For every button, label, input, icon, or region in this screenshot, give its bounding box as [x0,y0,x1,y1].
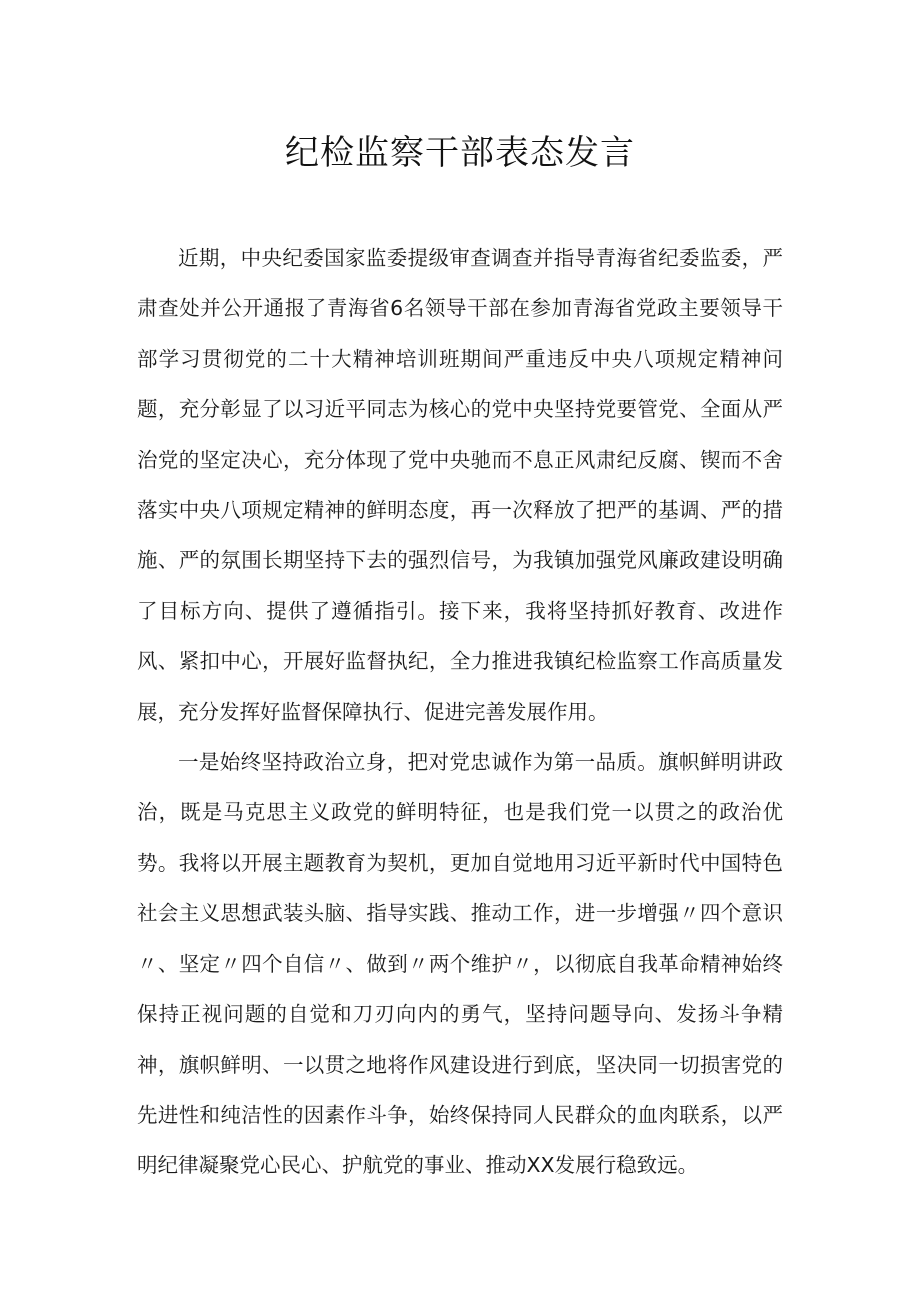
document-title: 纪检监察干部表态发言 [285,133,635,173]
document-body [137,233,783,1191]
paragraph-point-one: 一是始终坚持政治立身，把对党忠诚作为第一品质。旗帜鲜明讲政治，既是马克思主义政党的鲜明特征，也是我们党一以贯之的政治优势。我将以开展主题教育为契机，更加自觉地用习近平新时代中国特色社会主义思想武装头脑、指导实践、推动工作，进一步增强〃四个意识〃、坚定〃四个自信〃、做到〃两个维护〃，以彻底自我革命精神始终保持正视问题的自觉和刀刃向内的勇气，坚持问题导向、发扬斗争精神，旗帜鲜明、一以贯之地将作风建设进行到底，坚决同一切损害党的先进性和纯洁性的因素作斗争，始终保持同人民群众的血肉联系，以严明纪律凝聚党心民心、护航党的事业、推动XX发展行稳致远。 [137,750,783,1178]
paragraph-intro: 近期，中央纪委国家监委提级审查调查并指导青海省纪委监委，严肃查处并公开通报了青海省6名领导干部在参加青海省党政主要领导干部学习贯彻党的二十大精神培训班期间严重违反中央八项规定精神问题，充分彰显了以习近平同志为核心的党中央坚持党要管党、全面从严治党的坚定决心，充分体现了党中央驰而不息正风肃纪反腐、锲而不舍落实中央八项规定精神的鲜明态度，再一次释放了把严的基调、严的措施、严的氛围长期坚持下去的强烈信号，为我镇加强党风廉政建设明确了目标方向、提供了遵循指引。接下来，我将坚持抓好教育、改进作风、紧扣中心，开展好监督执纪，全力推进我镇纪检监察工作高质量发展，充分发挥好监督保障执行、促进完善发展作用。 [137,246,783,724]
